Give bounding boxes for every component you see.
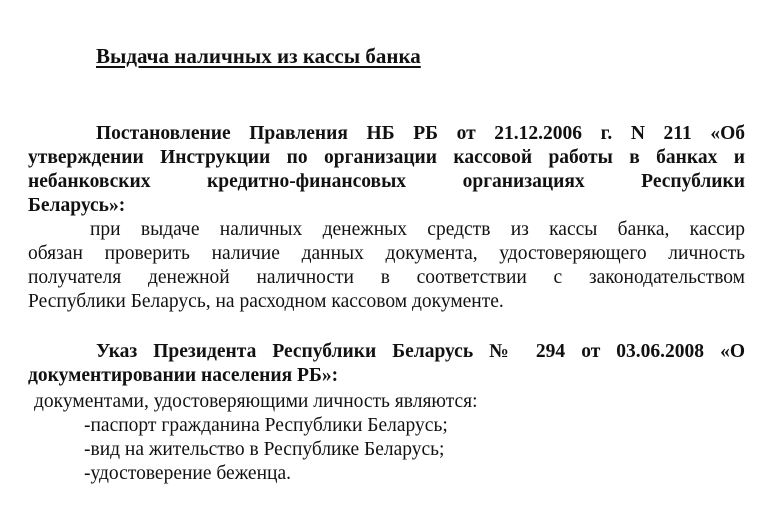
resolution-body-line: обязан проверить наличие данных документа, удостоверяющего личность: [28, 243, 745, 264]
decree-list-intro: документами, удостоверяющими личность являются:: [34, 391, 478, 412]
resolution-heading-line: Постановление Правления НБ РБ от 21.12.2006 г. N 211 «Об: [96, 123, 745, 144]
list-item: -удостоверение беженца.: [84, 463, 291, 484]
list-item: -вид на жительство в Республике Беларусь;: [84, 439, 445, 460]
resolution-heading-line: небанковских кредитно-финансовых организациях Республики: [28, 171, 745, 192]
resolution-body-line: при выдаче наличных денежных средств из кассы банка, кассир: [90, 219, 745, 240]
resolution-body-line: получателя денежной наличности в соответствии с законодательством: [28, 267, 745, 288]
decree-heading-line: документировании населения РБ»:: [28, 365, 339, 386]
resolution-heading-line: Беларусь»:: [28, 195, 126, 216]
list-item: -паспорт гражданина Республики Беларусь;: [84, 415, 448, 436]
decree-heading-line: Указ Президента Республики Беларусь № 294 от 03.06.2008 «О: [96, 341, 745, 362]
resolution-body-line: Республики Беларусь, на расходном кассовом документе.: [28, 291, 504, 312]
resolution-heading-line: утверждении Инструкции по организации кассовой работы в банках и: [28, 147, 745, 168]
document-title: Выдача наличных из кассы банка: [96, 44, 421, 68]
